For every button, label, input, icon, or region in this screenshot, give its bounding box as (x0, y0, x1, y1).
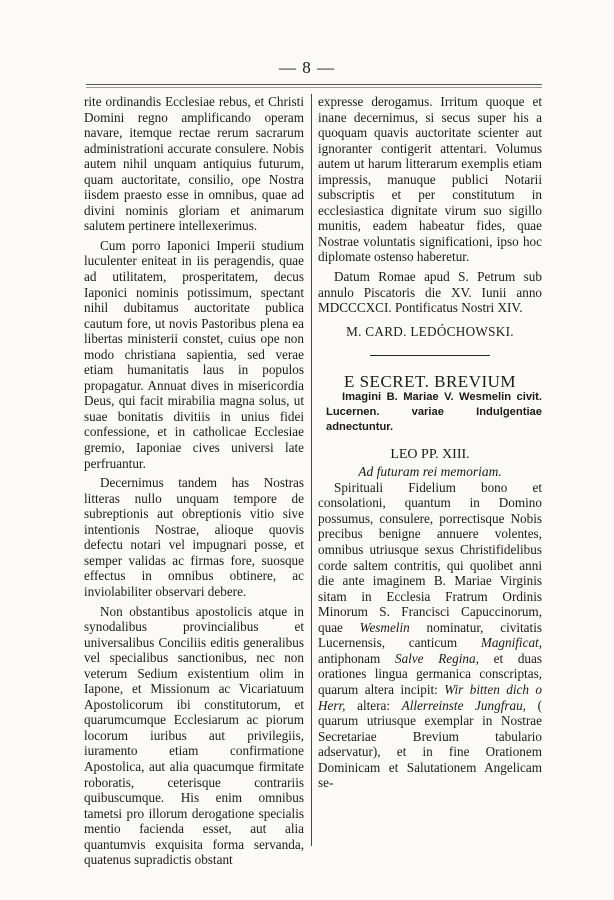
dating-clause: Datum Romae apud S. Petrum sub annulo Piscatoris die XV. Iunii anno MDCCCXCI. Pontificatus Nostri XIV. (318, 269, 542, 316)
column-divider (311, 94, 312, 846)
page-number: — 8 — (279, 58, 335, 77)
left-column (84, 94, 304, 868)
section-divider (370, 355, 490, 356)
document-title: Imagini B. Mariae V. Wesmelin civit. Lucernen. variae Indulgentiae adnectuntur. (326, 390, 542, 433)
pope-name: LEO PP. XIII. (390, 446, 470, 462)
section-heading: E SECRET. BREVIUM (343, 372, 517, 392)
signature: M. CARD. LEDÓCHOWSKI. (346, 323, 514, 339)
right-column (318, 94, 542, 791)
paragraph: rite ordinandis Ecclesiae rebus, et Christi Domini regno amplificando operam navare, itemque rectae rerum sacrarum administrationi accurate consulere. Nobis autem nihil unquam antiquius futurum, quam auctoritate, consilio, ope Nostra iisdem praesto esse in omnibus, quae ad divini nominis gloriam et animarum salutem pertinere intellexerimus. (84, 94, 304, 234)
paragraph: expresse derogamus. Irritum quoque et inane decernimus, si secus super his a quoquam quavis auctoritate scienter aut ignoranter contigerit attentari. Volumus autem ut harum litterarum exemplis etiam impressis, manuque publici Notarii subscriptis et per constitutum in ecclesiastica dignitate virum suo sigillo munitis, eadem habeatur fides, quae Nostrae voluntatis significationi, ipso hoc diplomate ostenso haberetur. (318, 94, 542, 265)
paragraph: Cum porro Iaponici Imperii studium luculenter eniteat in iis peragendis, quae ad utilitatem, prosperitatem, decus Iaponici nominis potissimum, spectant nihil dubitamus auctoritate publica cautum fore, ut novis Pastoribus plena ea libertas ministerii constet, cuius ope non modo christiana sapientia, sed verae etiam humanitatis laus in populos propagatur. Annuat dives in misericordia Deus, qui facit mirabilia magna solus, ut suae bonitatis divitiis in unius fidei confessione, et in catholicae Ecclesiae gremio, Iaponiae cives universi late perfruantur. (84, 237, 304, 471)
formula: Ad futuram rei memoriam. (358, 464, 502, 480)
paragraph: Decernimus tandem has Nostras litteras nullo unquam tempore de subreptionis aut obreptionis vitio sive intentionis Nostrae, alioque quovis defectu notari vel impugnari posse, et semper validas ac firmas fore, suosque effectus in omnibus obtinere, ac inviolabiliter observari debere. (84, 475, 304, 599)
header-rule (86, 84, 542, 88)
paragraph: Non obstantibus apostolicis atque in synodalibus provincialibus et universalibus Conciliis editis generalibus vel specialibus sanctionibus, nec non veterum Sedium existentium olim in Iapone, et Missionum ac Vicariatuum Apostolicorum ibi constitutorum, et quarumcumque Ecclesiarum ac piorum locorum iuribus aut privilegiis, iuramento etiam confirmatione Apostolica, aut alia quacumque firmitate roboratis, ceterisque contrariis quibuscumque. His enim omnibus tametsi pro illorum derogatione specialis mentio facienda esset, aut alia quantumvis exquisita forma servanda, quatenus supradictis obstant (84, 603, 304, 868)
paragraph: Spirituali Fidelium bono et consolationi, quantum in Domino possumus, consulere, porrectisque Nobis precibus benigne annuere volentes, omnibus utriusque sexus Christifidelibus corde saltem contritis, qui quolibet anni die ante imaginem B. Mariae Virginis sitam in Ecclesia Fratrum Ordinis Minorum S. Francisci Capuccinorum, quae Wesmelin nominatur, civitatis Lucernensis, canticum Magnificat, antiphonam Salve Regina, et duas orationes lingua germanica conscriptas, quarum altera incipit: Wir bitten dich o Herr, altera: Allerreinste Jungfrau, ( quarum utriusque exemplar in Nostrae Secretariae Brevium tabulario adservatur), et in fine Orationem Dominicam et Salutationem Angelicam se- (318, 479, 542, 791)
